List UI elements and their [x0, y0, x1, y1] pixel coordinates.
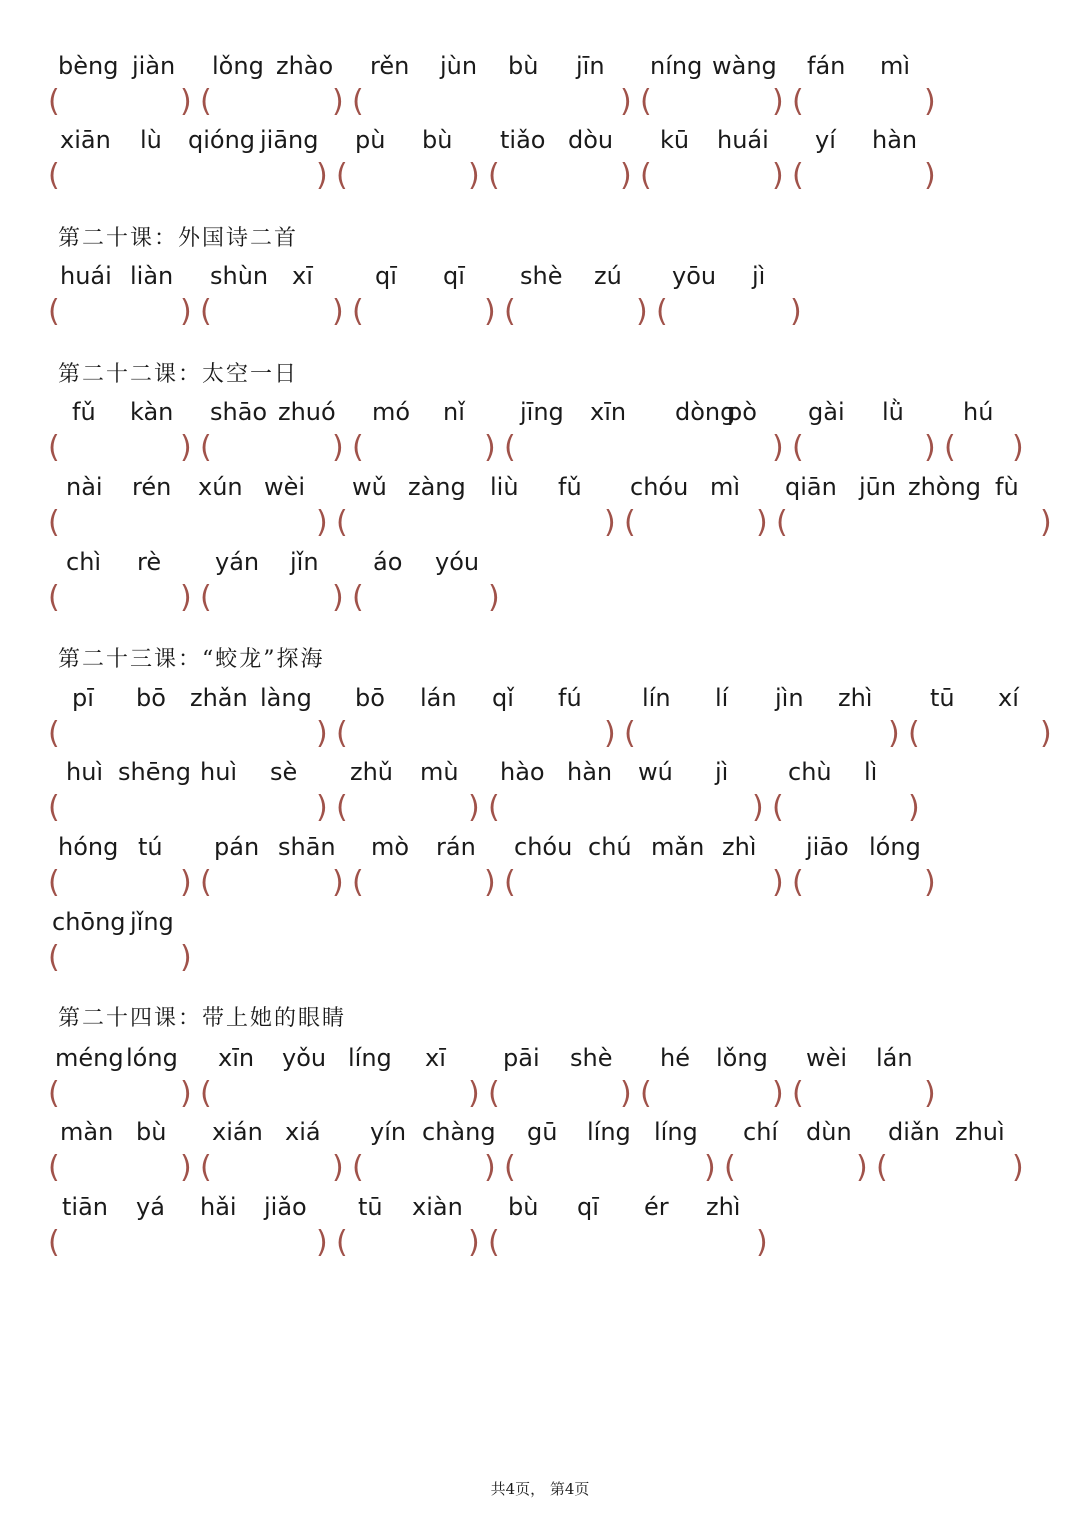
pinyin-word: xiá [285, 1118, 321, 1146]
answer-blank-close-bracket[interactable]: ) [1012, 430, 1024, 465]
answer-blank-close-bracket[interactable]: ) [888, 716, 900, 751]
pinyin-word: jǐng [130, 908, 174, 936]
pinyin-word: dòu [568, 126, 614, 154]
pinyin-word: zàng [408, 473, 466, 501]
pinyin-word: xīn [590, 398, 627, 426]
answer-blank-open-bracket[interactable]: ( [640, 1076, 652, 1111]
pinyin-word: làng [260, 684, 312, 712]
answer-blank-close-bracket[interactable]: ) [790, 294, 802, 329]
pinyin-word: xī [292, 262, 313, 290]
pinyin-word: rè [137, 548, 162, 576]
pinyin-word: kū [660, 126, 690, 154]
pinyin-word: pù [355, 126, 386, 154]
answer-blank-close-bracket[interactable]: ) [332, 865, 344, 900]
pinyin-word: fú [558, 684, 582, 712]
answer-blank-open-bracket[interactable]: ( [504, 294, 516, 329]
pinyin-word: mì [880, 52, 911, 80]
answer-blank-close-bracket[interactable]: ) [468, 790, 480, 825]
pinyin-word: gài [808, 398, 845, 426]
pinyin-word: lǒng [716, 1044, 768, 1072]
pinyin-word: líng [348, 1044, 392, 1072]
answer-blank-open-bracket[interactable]: ( [908, 716, 920, 751]
answer-blank-open-bracket[interactable]: ( [200, 865, 212, 900]
answer-blank-open-bracket[interactable]: ( [792, 158, 804, 193]
pinyin-word: shāo [210, 398, 268, 426]
pinyin-word: yán [215, 548, 260, 576]
answer-blank-open-bracket[interactable]: ( [640, 84, 652, 119]
pinyin-word: liàn [130, 262, 174, 290]
answer-blank-open-bracket[interactable]: ( [48, 430, 60, 465]
answer-blank-close-bracket[interactable]: ) [924, 865, 936, 900]
answer-blank-close-bracket[interactable]: ) [908, 790, 920, 825]
answer-blank-open-bracket[interactable]: ( [336, 1225, 348, 1260]
answer-blank-open-bracket[interactable]: ( [792, 865, 804, 900]
answer-blank-open-bracket[interactable]: ( [352, 294, 364, 329]
pinyin-word: shān [278, 833, 336, 861]
pinyin-word: xí [998, 684, 1019, 712]
pinyin-word: jiàn [132, 52, 176, 80]
answer-blank-close-bracket[interactable]: ) [772, 84, 784, 119]
pinyin-word: yóu [435, 548, 480, 576]
pinyin-word: jūn [859, 473, 897, 501]
answer-blank-open-bracket[interactable]: ( [352, 865, 364, 900]
pinyin-word: liù [490, 473, 519, 501]
pinyin-word: bù [136, 1118, 167, 1146]
lesson-heading: 第二十二课：太空一日 [58, 362, 299, 387]
pinyin-word: líng [654, 1118, 698, 1146]
answer-blank-open-bracket[interactable]: ( [488, 790, 500, 825]
pinyin-word: hàn [567, 758, 613, 786]
answer-blank-open-bracket[interactable]: ( [48, 158, 60, 193]
answer-blank-close-bracket[interactable]: ) [332, 84, 344, 119]
pinyin-word: lóng [126, 1044, 178, 1072]
answer-blank-close-bracket[interactable]: ) [924, 84, 936, 119]
pinyin-word: fǔ [72, 398, 96, 426]
answer-blank-close-bracket[interactable]: ) [620, 1076, 632, 1111]
pinyin-word: gū [527, 1118, 558, 1146]
pinyin-word: yōu [672, 262, 717, 290]
lesson-heading: 第二十四课：带上她的眼睛 [58, 1006, 347, 1031]
pinyin-word: huái [717, 126, 769, 154]
pinyin-word: bèng [58, 52, 119, 80]
answer-blank-close-bracket[interactable]: ) [180, 430, 192, 465]
answer-blank-open-bracket[interactable]: ( [488, 1076, 500, 1111]
pinyin-word: níng [650, 52, 703, 80]
answer-blank-open-bracket[interactable]: ( [792, 1076, 804, 1111]
pinyin-word: chóu [630, 473, 689, 501]
pinyin-word: zú [594, 262, 622, 290]
pinyin-word: yí [815, 126, 836, 154]
answer-blank-open-bracket[interactable]: ( [792, 84, 804, 119]
answer-blank-open-bracket[interactable]: ( [48, 865, 60, 900]
answer-blank-close-bracket[interactable]: ) [484, 430, 496, 465]
pinyin-word: shùn [210, 262, 269, 290]
answer-blank-open-bracket[interactable]: ( [772, 790, 784, 825]
answer-blank-open-bracket[interactable]: ( [48, 1225, 60, 1260]
pinyin-word: tiān [62, 1193, 108, 1221]
pinyin-word: zhuì [955, 1118, 1005, 1146]
pinyin-word: zhì [838, 684, 873, 712]
page-footer: 共4页， 第4页 [490, 1480, 590, 1498]
lesson-heading: 第二十三课：“蛟龙”探海 [58, 647, 325, 672]
answer-blank-close-bracket[interactable]: ) [180, 294, 192, 329]
pinyin-word: zhì [706, 1193, 741, 1221]
answer-blank-close-bracket[interactable]: ) [316, 1225, 328, 1260]
answer-blank-close-bracket[interactable]: ) [924, 1076, 936, 1111]
answer-blank-close-bracket[interactable]: ) [488, 580, 500, 615]
answer-blank-close-bracket[interactable]: ) [620, 84, 632, 119]
pinyin-word: diǎn [888, 1118, 940, 1146]
answer-blank-open-bracket[interactable]: ( [200, 84, 212, 119]
pinyin-word: tú [138, 833, 163, 861]
pinyin-word: rén [132, 473, 172, 501]
pinyin-word: xún [198, 473, 243, 501]
pinyin-word: lóng [869, 833, 921, 861]
pinyin-word: lǜ [882, 398, 904, 426]
pinyin-word: dòng [675, 398, 736, 426]
answer-blank-open-bracket[interactable]: ( [48, 580, 60, 615]
pinyin-word: shè [570, 1044, 613, 1072]
answer-blank-open-bracket[interactable]: ( [352, 1150, 364, 1185]
answer-blank-open-bracket[interactable]: ( [336, 790, 348, 825]
answer-blank-open-bracket[interactable]: ( [656, 294, 668, 329]
pinyin-word: méng [55, 1044, 124, 1072]
pinyin-word: chóu [514, 833, 573, 861]
pinyin-word: jùn [440, 52, 478, 80]
pinyin-word: zhì [722, 833, 757, 861]
pinyin-word: yǒu [282, 1044, 327, 1072]
pinyin-word: qī [375, 262, 397, 290]
pinyin-word: bù [508, 52, 539, 80]
pinyin-word: pán [214, 833, 260, 861]
pinyin-word: jiāo [806, 833, 849, 861]
pinyin-word: sè [270, 758, 298, 786]
answer-blank-open-bracket[interactable]: ( [336, 716, 348, 751]
answer-blank-close-bracket[interactable]: ) [772, 430, 784, 465]
pinyin-word: lán [420, 684, 457, 712]
pinyin-word: qǐ [492, 684, 514, 712]
pinyin-word: dùn [806, 1118, 852, 1146]
pinyin-word: xián [212, 1118, 263, 1146]
pinyin-word: mǎn [651, 833, 705, 861]
pinyin-word: jǐn [290, 548, 319, 576]
pinyin-word: fù [995, 473, 1019, 501]
pinyin-word: chàng [422, 1118, 496, 1146]
answer-blank-open-bracket[interactable]: ( [776, 505, 788, 540]
answer-blank-open-bracket[interactable]: ( [352, 84, 364, 119]
pinyin-word: jiāng [260, 126, 319, 154]
answer-blank-close-bracket[interactable]: ) [772, 1076, 784, 1111]
answer-blank-close-bracket[interactable]: ) [704, 1150, 716, 1185]
pinyin-word: rěn [370, 52, 410, 80]
pinyin-word: qī [443, 262, 465, 290]
pinyin-word: lí [715, 684, 729, 712]
pinyin-word: pī [72, 684, 94, 712]
pinyin-word: pò [727, 398, 757, 426]
answer-blank-close-bracket[interactable]: ) [332, 1150, 344, 1185]
pinyin-word: xī [425, 1044, 446, 1072]
pinyin-word: kàn [130, 398, 174, 426]
answer-blank-close-bracket[interactable]: ) [180, 84, 192, 119]
answer-blank-close-bracket[interactable]: ) [924, 158, 936, 193]
pinyin-word: shè [520, 262, 563, 290]
pinyin-word: wàng [712, 52, 777, 80]
answer-blank-close-bracket[interactable]: ) [772, 865, 784, 900]
answer-blank-close-bracket[interactable]: ) [180, 1076, 192, 1111]
pinyin-word: yín [370, 1118, 407, 1146]
pinyin-word: nài [66, 473, 103, 501]
answer-blank-close-bracket[interactable]: ) [468, 158, 480, 193]
answer-blank-close-bracket[interactable]: ) [856, 1150, 868, 1185]
answer-blank-open-bracket[interactable]: ( [876, 1150, 888, 1185]
pinyin-word: xīn [218, 1044, 255, 1072]
pinyin-word: zhǔ [350, 758, 394, 786]
answer-blank-close-bracket[interactable]: ) [180, 580, 192, 615]
pinyin-word: lǒng [212, 52, 264, 80]
answer-blank-open-bracket[interactable]: ( [624, 505, 636, 540]
pinyin-word: hǎi [200, 1193, 237, 1221]
answer-blank-open-bracket[interactable]: ( [488, 158, 500, 193]
pinyin-word: líng [587, 1118, 631, 1146]
answer-blank-close-bracket[interactable]: ) [756, 505, 768, 540]
answer-blank-open-bracket[interactable]: ( [504, 865, 516, 900]
pinyin-word: bù [422, 126, 453, 154]
answer-blank-close-bracket[interactable]: ) [772, 158, 784, 193]
pinyin-word: ér [644, 1193, 669, 1221]
answer-blank-close-bracket[interactable]: ) [316, 790, 328, 825]
pinyin-word: qī [577, 1193, 599, 1221]
answer-blank-open-bracket[interactable]: ( [48, 294, 60, 329]
pinyin-word: yá [136, 1193, 165, 1221]
pinyin-word: jì [752, 262, 766, 290]
answer-blank-close-bracket[interactable]: ) [636, 294, 648, 329]
pinyin-word: nǐ [443, 398, 465, 426]
answer-blank-open-bracket[interactable]: ( [48, 1076, 60, 1111]
answer-blank-open-bracket[interactable]: ( [504, 1150, 516, 1185]
answer-blank-close-bracket[interactable]: ) [468, 1225, 480, 1260]
pinyin-word: mì [710, 473, 741, 501]
pinyin-word: bō [136, 684, 166, 712]
answer-blank-close-bracket[interactable]: ) [180, 940, 192, 975]
pinyin-word: jīng [520, 398, 564, 426]
pinyin-word: mò [371, 833, 410, 861]
pinyin-word: rán [436, 833, 476, 861]
answer-blank-close-bracket[interactable]: ) [1040, 716, 1052, 751]
answer-blank-close-bracket[interactable]: ) [332, 430, 344, 465]
answer-blank-close-bracket[interactable]: ) [484, 294, 496, 329]
pinyin-word: lín [642, 684, 671, 712]
pinyin-word: huái [60, 262, 112, 290]
pinyin-word: zhǎn [190, 684, 248, 712]
answer-blank-open-bracket[interactable]: ( [48, 505, 60, 540]
pinyin-word: jiǎo [264, 1193, 307, 1221]
pinyin-word: pāi [503, 1044, 540, 1072]
pinyin-word: màn [60, 1118, 114, 1146]
answer-blank-close-bracket[interactable]: ) [620, 158, 632, 193]
answer-blank-open-bracket[interactable]: ( [352, 580, 364, 615]
answer-blank-open-bracket[interactable]: ( [48, 790, 60, 825]
answer-blank-open-bracket[interactable]: ( [504, 430, 516, 465]
pinyin-word: mó [372, 398, 411, 426]
answer-blank-open-bracket[interactable]: ( [336, 158, 348, 193]
pinyin-word: wèi [264, 473, 306, 501]
answer-blank-open-bracket[interactable]: ( [200, 1076, 212, 1111]
pinyin-word: qiān [785, 473, 837, 501]
pinyin-word: hé [660, 1044, 690, 1072]
pinyin-word: jīn [576, 52, 605, 80]
answer-blank-close-bracket[interactable]: ) [484, 865, 496, 900]
pinyin-word: fǔ [558, 473, 582, 501]
answer-blank-open-bracket[interactable]: ( [624, 716, 636, 751]
pinyin-word: chōng [52, 908, 126, 936]
answer-blank-close-bracket[interactable]: ) [752, 790, 764, 825]
pinyin-word: fán [807, 52, 846, 80]
pinyin-word: hào [500, 758, 545, 786]
answer-blank-close-bracket[interactable]: ) [756, 1225, 768, 1260]
pinyin-word: tū [930, 684, 955, 712]
answer-blank-open-bracket[interactable]: ( [792, 430, 804, 465]
pinyin-word: chì [66, 548, 102, 576]
answer-blank-close-bracket[interactable]: ) [924, 430, 936, 465]
answer-blank-close-bracket[interactable]: ) [180, 865, 192, 900]
answer-blank-open-bracket[interactable]: ( [488, 1225, 500, 1260]
pinyin-word: hú [963, 398, 994, 426]
pinyin-word: qióng [188, 126, 256, 154]
pinyin-word: chù [788, 758, 832, 786]
answer-blank-open-bracket[interactable]: ( [200, 580, 212, 615]
pinyin-word: lán [876, 1044, 913, 1072]
pinyin-word: bù [508, 1193, 539, 1221]
answer-blank-close-bracket[interactable]: ) [180, 1150, 192, 1185]
pinyin-word: shēng [118, 758, 191, 786]
answer-blank-close-bracket[interactable]: ) [316, 158, 328, 193]
pinyin-word: tiǎo [500, 126, 546, 154]
answer-blank-open-bracket[interactable]: ( [48, 1150, 60, 1185]
pinyin-word: zhòng [908, 473, 981, 501]
answer-blank-close-bracket[interactable]: ) [484, 1150, 496, 1185]
answer-blank-open-bracket[interactable]: ( [48, 940, 60, 975]
answer-blank-close-bracket[interactable]: ) [316, 505, 328, 540]
answer-blank-close-bracket[interactable]: ) [1040, 505, 1052, 540]
pinyin-word: jìn [775, 684, 804, 712]
pinyin-word: wǔ [352, 473, 387, 501]
pinyin-word: wèi [806, 1044, 848, 1072]
answer-blank-open-bracket[interactable]: ( [200, 294, 212, 329]
pinyin-word: jì [715, 758, 729, 786]
pinyin-word: zhào [276, 52, 334, 80]
answer-blank-open-bracket[interactable]: ( [336, 505, 348, 540]
answer-blank-close-bracket[interactable]: ) [604, 505, 616, 540]
answer-blank-open-bracket[interactable]: ( [352, 430, 364, 465]
pinyin-word: mù [420, 758, 459, 786]
pinyin-word: huì [200, 758, 238, 786]
answer-blank-open-bracket[interactable]: ( [48, 84, 60, 119]
answer-blank-close-bracket[interactable]: ) [468, 1076, 480, 1111]
answer-blank-close-bracket[interactable]: ) [316, 716, 328, 751]
answer-blank-open-bracket[interactable]: ( [724, 1150, 736, 1185]
pinyin-word: bō [355, 684, 385, 712]
pinyin-word: xiān [60, 126, 111, 154]
answer-blank-open-bracket[interactable]: ( [200, 430, 212, 465]
pinyin-word: chí [743, 1118, 779, 1146]
pinyin-word: huì [66, 758, 104, 786]
pinyin-word: hóng [58, 833, 119, 861]
answer-blank-close-bracket[interactable]: ) [332, 294, 344, 329]
pinyin-word: zhuó [278, 398, 336, 426]
pinyin-word: hàn [872, 126, 918, 154]
pinyin-word: áo [373, 548, 403, 576]
answer-blank-close-bracket[interactable]: ) [604, 716, 616, 751]
answer-blank-open-bracket[interactable]: ( [48, 716, 60, 751]
pinyin-word: wú [638, 758, 673, 786]
lesson-heading: 第二十课：外国诗二首 [58, 226, 299, 251]
pinyin-word: chú [588, 833, 632, 861]
pinyin-word: xiàn [412, 1193, 463, 1221]
pinyin-word: lù [140, 126, 162, 154]
answer-blank-open-bracket[interactable]: ( [200, 1150, 212, 1185]
answer-blank-open-bracket[interactable]: ( [640, 158, 652, 193]
pinyin-word: lì [864, 758, 878, 786]
answer-blank-close-bracket[interactable]: ) [1012, 1150, 1024, 1185]
pinyin-word: tū [358, 1193, 383, 1221]
answer-blank-open-bracket[interactable]: ( [944, 430, 956, 465]
answer-blank-close-bracket[interactable]: ) [332, 580, 344, 615]
